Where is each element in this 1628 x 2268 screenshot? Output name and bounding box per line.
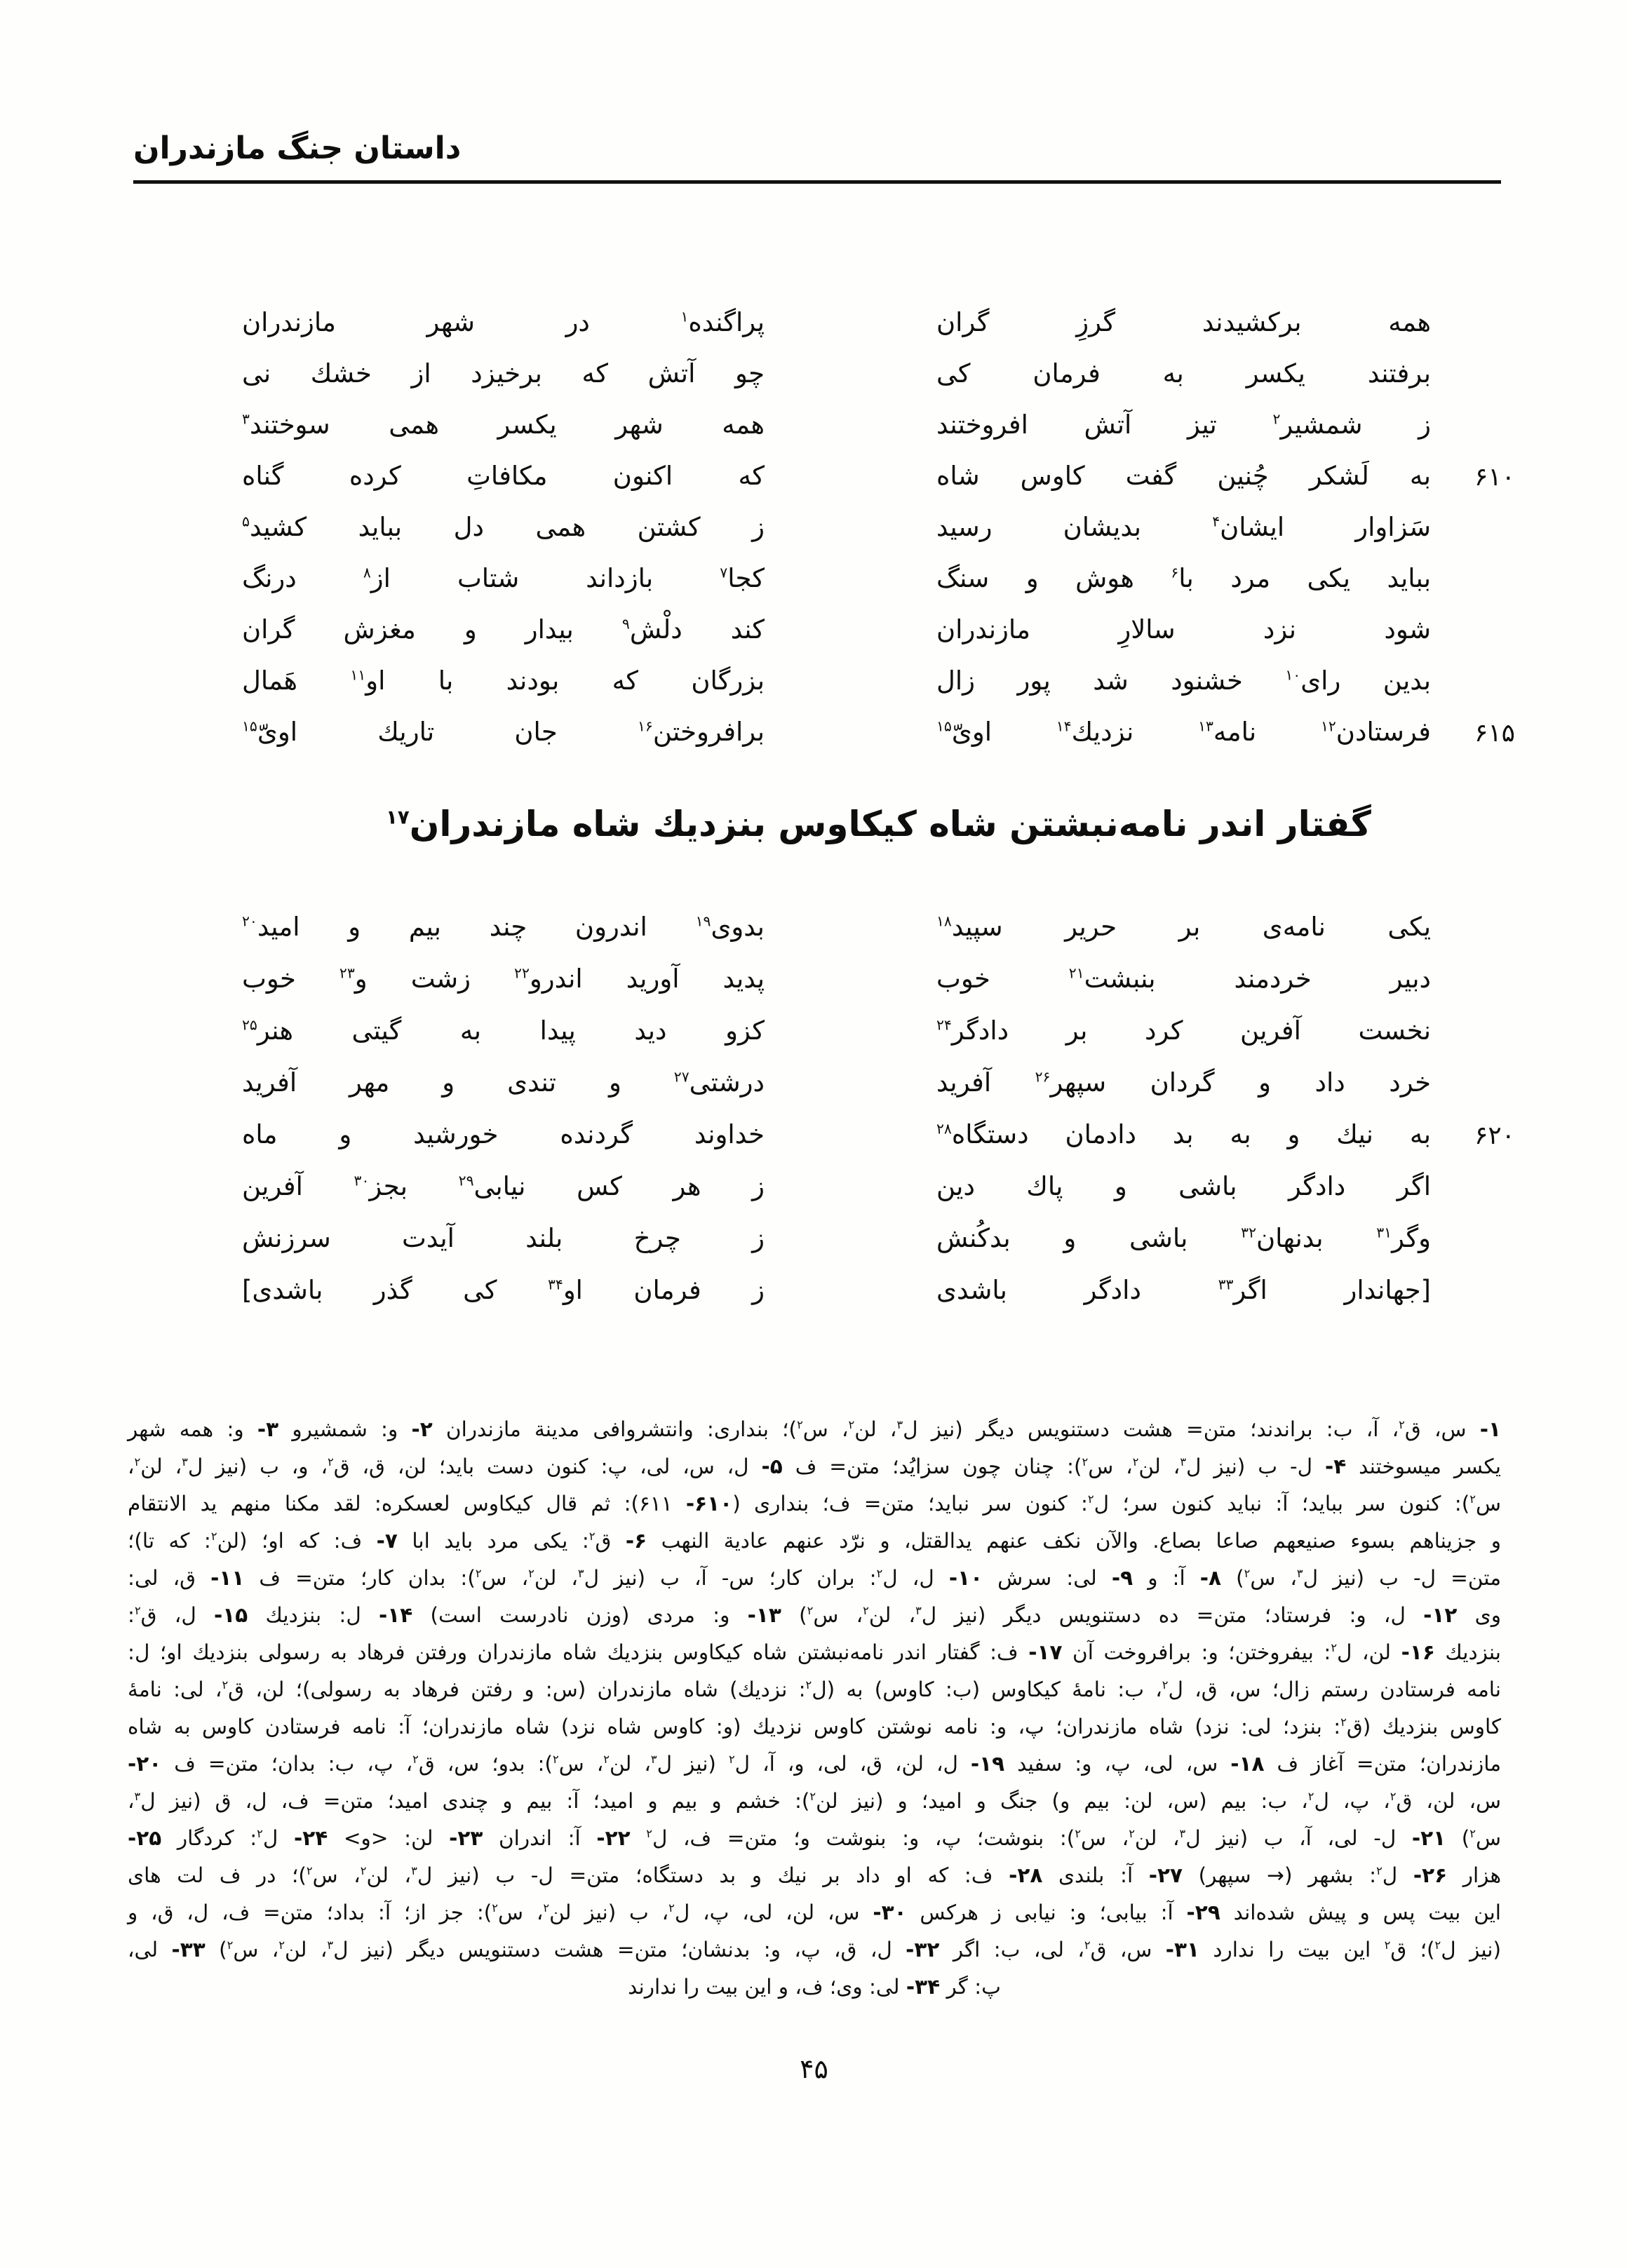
hemistich-right: یکی نامه‌ی بر حریر سپید$^{۱۸}$ [936, 912, 1431, 942]
footnote-line: بنزدیك ۱۶- لن، ل$^۲$: بیفروختن؛ و: برافروخت آن ۱۷- ف: گفتار اندر نامه‌نبشتن شاه کیکاوس بنزدیك شاه مازندران ورفتن فرهاد به رسولی بنزدیك او؛ ل: [128, 1640, 1502, 1664]
verse-number [1448, 358, 1515, 360]
hemistich-right: نخست آفرین کرد بر دادگر$^{۲۴}$ [936, 1015, 1431, 1046]
hemistich-left: درشتی$^{۲۷}$ و تندی و مهر آفرید [242, 1067, 765, 1098]
hemistich-left: ز فرمان او$^{۳۴}$ کی گذر باشدی] [242, 1275, 765, 1305]
verse-number [1448, 1067, 1515, 1069]
verse-line [242, 410, 1515, 461]
hemistich-left: چو آتش که برخیزد از خشك نی [242, 358, 765, 389]
hemistich-left: کند دلْش$^۹$ بیدار و مغزش گران [242, 614, 765, 644]
hemistich-right: همه برکشیدند گرزِ گران [936, 307, 1431, 337]
hemistich-right: سَزاوار ایشان$^۴$ بدیشان رسید [936, 512, 1431, 542]
hemistich-right: وگر$^{۳۱}$ بدنهان$^{۳۲}$ باشی و بدکُنش [936, 1223, 1432, 1253]
verse-line [242, 717, 1515, 768]
verse-line [242, 1067, 1515, 1119]
footnote-line: و جزیناهم بسوء صنیعهم صاعا بصاع. والآن نکف عنهم یدالقتل، و نرّد عنهم عادیة النهب ۶- ق$^۲$: یکی مرد باید ابا ۷- ف: که او؛ (لن$^۲$: که تا)؛ [128, 1529, 1501, 1553]
verse-number [1448, 563, 1515, 565]
verse-line [242, 307, 1515, 358]
hemistich-left: ز هر کس نیابی$^{۲۹}$ بجز$^{۳۰}$ آفرین [242, 1171, 765, 1201]
footnote-line: متن= ل- ب (نیز ل$^۳$، س$^۲$) ۸- آ: و ۹- لی: سرش ۱۰- ل، ل$^۲$: بران کار؛ س- آ، ب (نیز ل$^۳$، لن$^۲$، س$^۲$): بدان کار؛ متن= ف ۱۱- ق، لی: [128, 1566, 1501, 1590]
footnote-line: یکسر میسوختند ۴- ل- ب (نیز ل$^۳$، لن$^۲$، س$^۲$): چنان چون سزایُد؛ متن= ف ۵- ل، س، لی، پ: کنون دست باید؛ لن، ق، ق$^۲$، و، ب (نیز ل$^۳$، لن$^۲$، [128, 1454, 1501, 1478]
hemistich-right: ز شمشیر$^۲$ تیز آتش افروختند [936, 410, 1431, 440]
verse-number [1448, 1275, 1515, 1277]
hemistich-right: بباید یکی مرد با$^۶$ هوش و سنگ [936, 563, 1431, 593]
hemistich-right: به لَشکر چُنین گفت کاوس شاه [936, 461, 1431, 491]
verse-line [242, 964, 1515, 1015]
verse-number [1448, 912, 1515, 914]
verse-number [1448, 307, 1515, 309]
verse-number [1448, 666, 1515, 668]
footnote-line: س، لن، ق$^۲$، پ، ل$^۲$، ب: بیم (س، لن: بیم و) جنگ و امید؛ و (نیز لن$^۲$): خشم و بیم و امید؛ آ: بیم و چندی امید؛ متن= ف، ل، ق (نیز ل$^۳$، [128, 1789, 1501, 1813]
hemistich-left: کجا$^۷$ بازداند شتاب از$^۸$ درنگ [242, 563, 765, 593]
footnote-line: (نیز ل$^۲$)؛ ق$^۲$ این بیت را ندارد ۳۱- س، ق$^۲$، لی، ب: اگر ۳۲- ل، ق، پ، و: بدنشان؛ متن= هشت دستنویس دیگر (نیز ل$^۳$، لن$^۲$، س$^۲$) ۳۳- لی، [128, 1938, 1501, 1962]
verse-line [242, 1223, 1515, 1275]
footnote-line: س$^۲$): کنون سر بباید؛ آ: نباید کنون سر؛ ل$^۲$: کنون سر نباید؛ متن= ف؛ بنداری (۶۱۰- ۶۱۱): ثم قال کیکاوس لعسکره: لقد مکنا منهم ید الانتقام [128, 1492, 1501, 1516]
footnote-line: پ: گر ۳۴- لی: وی؛ ف، و این بیت را ندارند [628, 1975, 1001, 1999]
footnote-line: این بیت پس و پیش شده‌اند ۲۹- آ: بیابی؛ و: نیابی ز هرکس ۳۰- س، لن، لی، پ، ل$^۲$، ب (نیز لن$^۲$، س$^۲$): جز از؛ آ: بداد؛ متن= ف، ل، ق، و [128, 1901, 1501, 1924]
verse-number [1448, 410, 1515, 412]
footnote-line: ۱- س، ق$^۲$، آ، ب: براندند؛ متن= هشت دستنویس دیگر (نیز ل$^۳$، لن$^۲$، س$^۲$)؛ بنداری: وانتشروافی مدینة مازندران ۲- و: شمشیرو ۳- و: همه شهر [128, 1417, 1501, 1441]
footnote-line: نامه فرستادن رستم زال؛ س، ق، ل$^۲$، ب: نامهٔ کیکاوس (ب: کاوس) به (ل$^۲$: نزدیك) شاه مازندران (س: و رفتن فرهاد به رسولی)؛ لن، ق$^۲$، لی: نامهٔ [128, 1678, 1501, 1701]
verse-line [242, 1015, 1515, 1067]
footnote-line: س$^۲$) ۲۱- ل- لی، آ، ب (نیز ل$^۳$، لن$^۲$، س$^۲$): بنوشت؛ پ، و: بنوشت و؛ متن= ف، ل$^۲$ ۲۲- آ: اندران ۲۳- لن: <و> ۲۴- ل$^۲$: کردگار ۲۵- [128, 1826, 1502, 1850]
page-number: ۴۵ [800, 2053, 828, 2084]
hemistich-left: بزرگان که بودند با او$^{۱۱}$ هَمال [242, 666, 765, 696]
hemistich-left: کزو دید پیدا به گیتی هنر$^{۲۵}$ [242, 1015, 765, 1046]
verse-line [242, 1171, 1515, 1223]
verse-number [1448, 1223, 1515, 1225]
verse-line [242, 912, 1515, 964]
poem-block-1 [242, 307, 1515, 768]
verse-line [242, 461, 1515, 512]
verse-line [242, 614, 1515, 666]
hemistich-left: که اکنون مکافاتِ کرده گناه [242, 461, 765, 491]
verse-line [242, 1119, 1515, 1171]
hemistich-right: خرد داد و گردان سپهر$^{۲۶}$ آفرید [936, 1067, 1431, 1098]
verse-number [1448, 1015, 1515, 1018]
hemistich-right: شود نزد سالارِ مازندران [936, 614, 1431, 644]
footnote-line: مازندران؛ متن= آغاز ف ۱۸- س، لی، پ، و: سفید ۱۹- ل، لن، ق، لی، و، آ، ل$^۲$ (نیز ل$^۳$، لن$^۲$، س$^۲$): بدو؛ س، ق$^۲$، پ، ب: بدان؛ متن= ف ۲۰- [128, 1752, 1501, 1776]
hemistich-left: ز چرخ بلند آیدت سرزنش [242, 1223, 765, 1253]
verse-line [242, 1275, 1515, 1327]
running-title: داستان جنگ مازندران [133, 130, 462, 166]
poem-block-2 [242, 912, 1515, 1327]
verse-number: ۶۱۵ [1474, 719, 1515, 748]
hemistich-left: همه شهر یکسر همی سوختند$^۳$ [242, 410, 765, 440]
verse-line [242, 358, 1515, 410]
hemistich-right: دبیر خردمند بنبشت$^{۲۱}$ خوب [936, 964, 1431, 994]
hemistich-left: پدید آورید اندرو$^{۲۲}$ زشت و$^{۲۳}$ خوب [242, 964, 765, 994]
hemistich-left: پراگنده$^۱$ در شهر مازندران [242, 307, 765, 337]
verse-number [1448, 614, 1515, 616]
hemistich-right: اگر دادگر باشی و پاك دین [936, 1171, 1431, 1201]
header-rule [133, 180, 1501, 184]
verse-number [1448, 512, 1515, 514]
verse-line [242, 666, 1515, 717]
hemistich-right: فرستادن$^{۱۲}$ نامه$^{۱۳}$ نزدیك$^{۱۴}$ اویّ$^{۱۵}$ [936, 717, 1431, 747]
verse-line [242, 563, 1515, 614]
hemistich-right: برفتند یکسر به فرمان کی [936, 358, 1431, 389]
verse-line [242, 512, 1515, 563]
verse-number: ۶۱۰ [1474, 463, 1515, 492]
hemistich-left: خداوند گردنده خورشید و ماه [242, 1119, 765, 1149]
hemistich-right: [جهاندار اگر$^{۳۳}$ دادگر باشدی [936, 1275, 1431, 1305]
section-heading: گفتار اندر نامه‌نبشتن شاه کیکاوس بنزدیك شاه مازندران$^{۱۷}$ [386, 804, 1371, 844]
footnote-line: کاوس بنزدیك (ق$^۲$: بنزد؛ لی: نزد) شاه مازندران؛ پ، و: نامه نوشتن کاوس نزدیك (و: کاوس شاه نزد) شاه مازندران؛ آ: نامه فرستادن کاوس به شاه [128, 1715, 1501, 1739]
verse-number [1448, 1171, 1515, 1173]
hemistich-right: بدین رای$^{۱۰}$ خشنود شد پور زال [936, 666, 1431, 696]
verse-number [1448, 964, 1515, 966]
hemistich-left: بدوی$^{۱۹}$ اندرون چند بیم و امید$^{۲۰}$ [242, 912, 765, 942]
footnotes-block [128, 1411, 1501, 2006]
hemistich-right: به نیك و به بد دادمان دستگاه$^{۲۸}$ [936, 1119, 1431, 1149]
verse-number: ۶۲۰ [1474, 1121, 1515, 1150]
hemistich-left: ز کشتن همی دل بباید کشید$^۵$ [242, 512, 765, 542]
hemistich-left: برافروختن$^{۱۶}$ جان تاریك اویّ$^{۱۵}$ [242, 717, 765, 747]
footnote-line: وی ۱۲- ل، و: فرستاد؛ متن= ده دستنویس دیگر (نیز ل$^۳$، لن$^۲$، س$^۲$) ۱۳- و: مردی (وزن نادرست است) ۱۴- ل: بنزدیك ۱۵- ل، ق$^۲$: [128, 1603, 1501, 1627]
footnote-line: هزار ۲۶- ل$^۲$: بشهر (→ سپهر) ۲۷- آ: بلندی ۲۸- ف: که او داد بر نیك و بد دستگاه؛ متن= ل- ب (نیز ل$^۳$، لن$^۲$، س$^۲$)؛ در ف لت های [128, 1863, 1502, 1887]
